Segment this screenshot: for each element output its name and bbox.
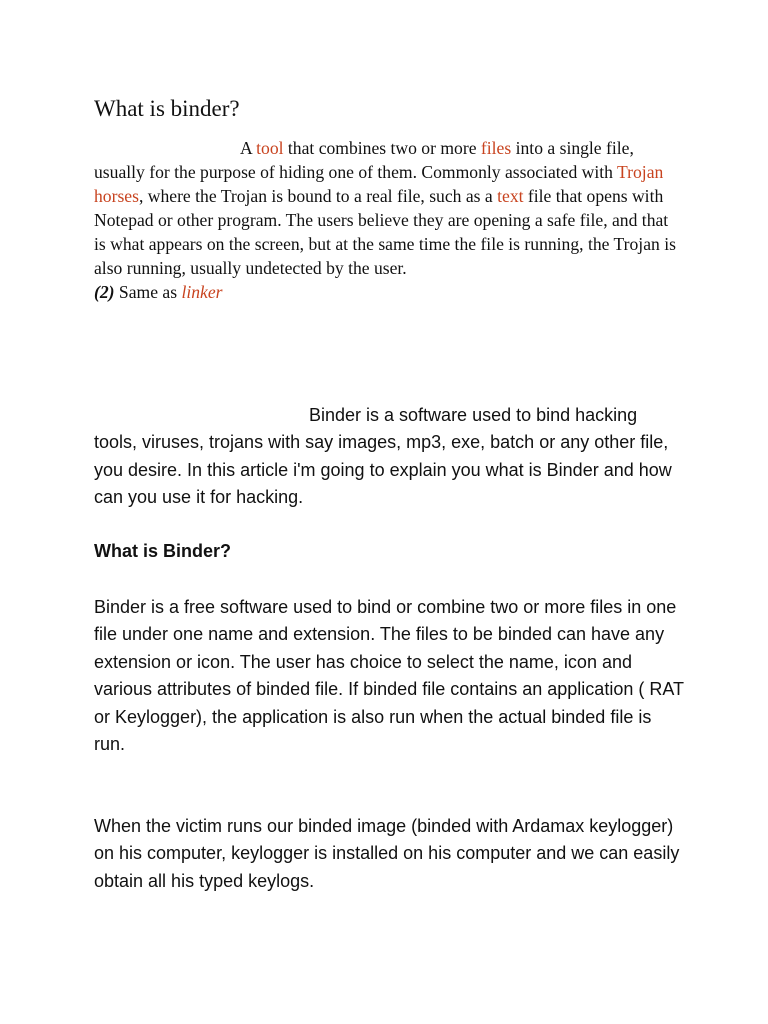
intro-paragraph-text: Binder is a software used to bind hacking tools, viruses, trojans with say images, mp3, exe, batch or any other file, you desire. In this article i'm going to explain you what is Binder and how can you use it for hacking.: [94, 405, 672, 508]
victim-paragraph: When the victim runs our binded image (binded with Ardamax keylogger) on his computer, keylogger is installed on his computer and we can easily obtain all his typed keylogs.: [94, 816, 680, 891]
definition-text-4: file that opens with Notepad or other program. The users believe they are opening a safe file, and that is what appears on the screen, but at the same time the file is running, the Trojan is also running, usually undetected by the user.: [94, 186, 676, 278]
link-trojan-horses[interactable]: Trojan horses: [94, 162, 664, 206]
binder-description-paragraph: Binder is a free software used to bind or combine two or more files in one file under one name and extension. The files to be binded can have any extension or icon. The user has choice to select the name, icon and various attributes of binded file. If binded file contains an application ( RAT or Keylogger), the application is also run when the actual binded file is run.: [94, 597, 684, 755]
link-text[interactable]: text: [497, 186, 524, 206]
definition-paragraph: [94, 136, 684, 304]
link-tool[interactable]: tool: [256, 138, 284, 158]
page-title: What is binder?: [94, 96, 240, 121]
link-files[interactable]: files: [480, 138, 512, 158]
definition-same-as: Same as: [114, 282, 182, 302]
intro-paragraph: [94, 402, 684, 512]
definition-number: (2): [94, 282, 115, 302]
definition-intro: A: [240, 138, 257, 158]
link-linker[interactable]: linker: [181, 282, 223, 302]
definition-text-2: into a single file, usually for the purpose of hiding one of them. Commonly associated with: [94, 138, 634, 182]
section-heading: What is Binder?: [94, 541, 232, 561]
definition-text-3: , where the Trojan is bound to a real file, such as a: [138, 186, 498, 206]
definition-text-1: that combines two or more: [283, 138, 481, 158]
